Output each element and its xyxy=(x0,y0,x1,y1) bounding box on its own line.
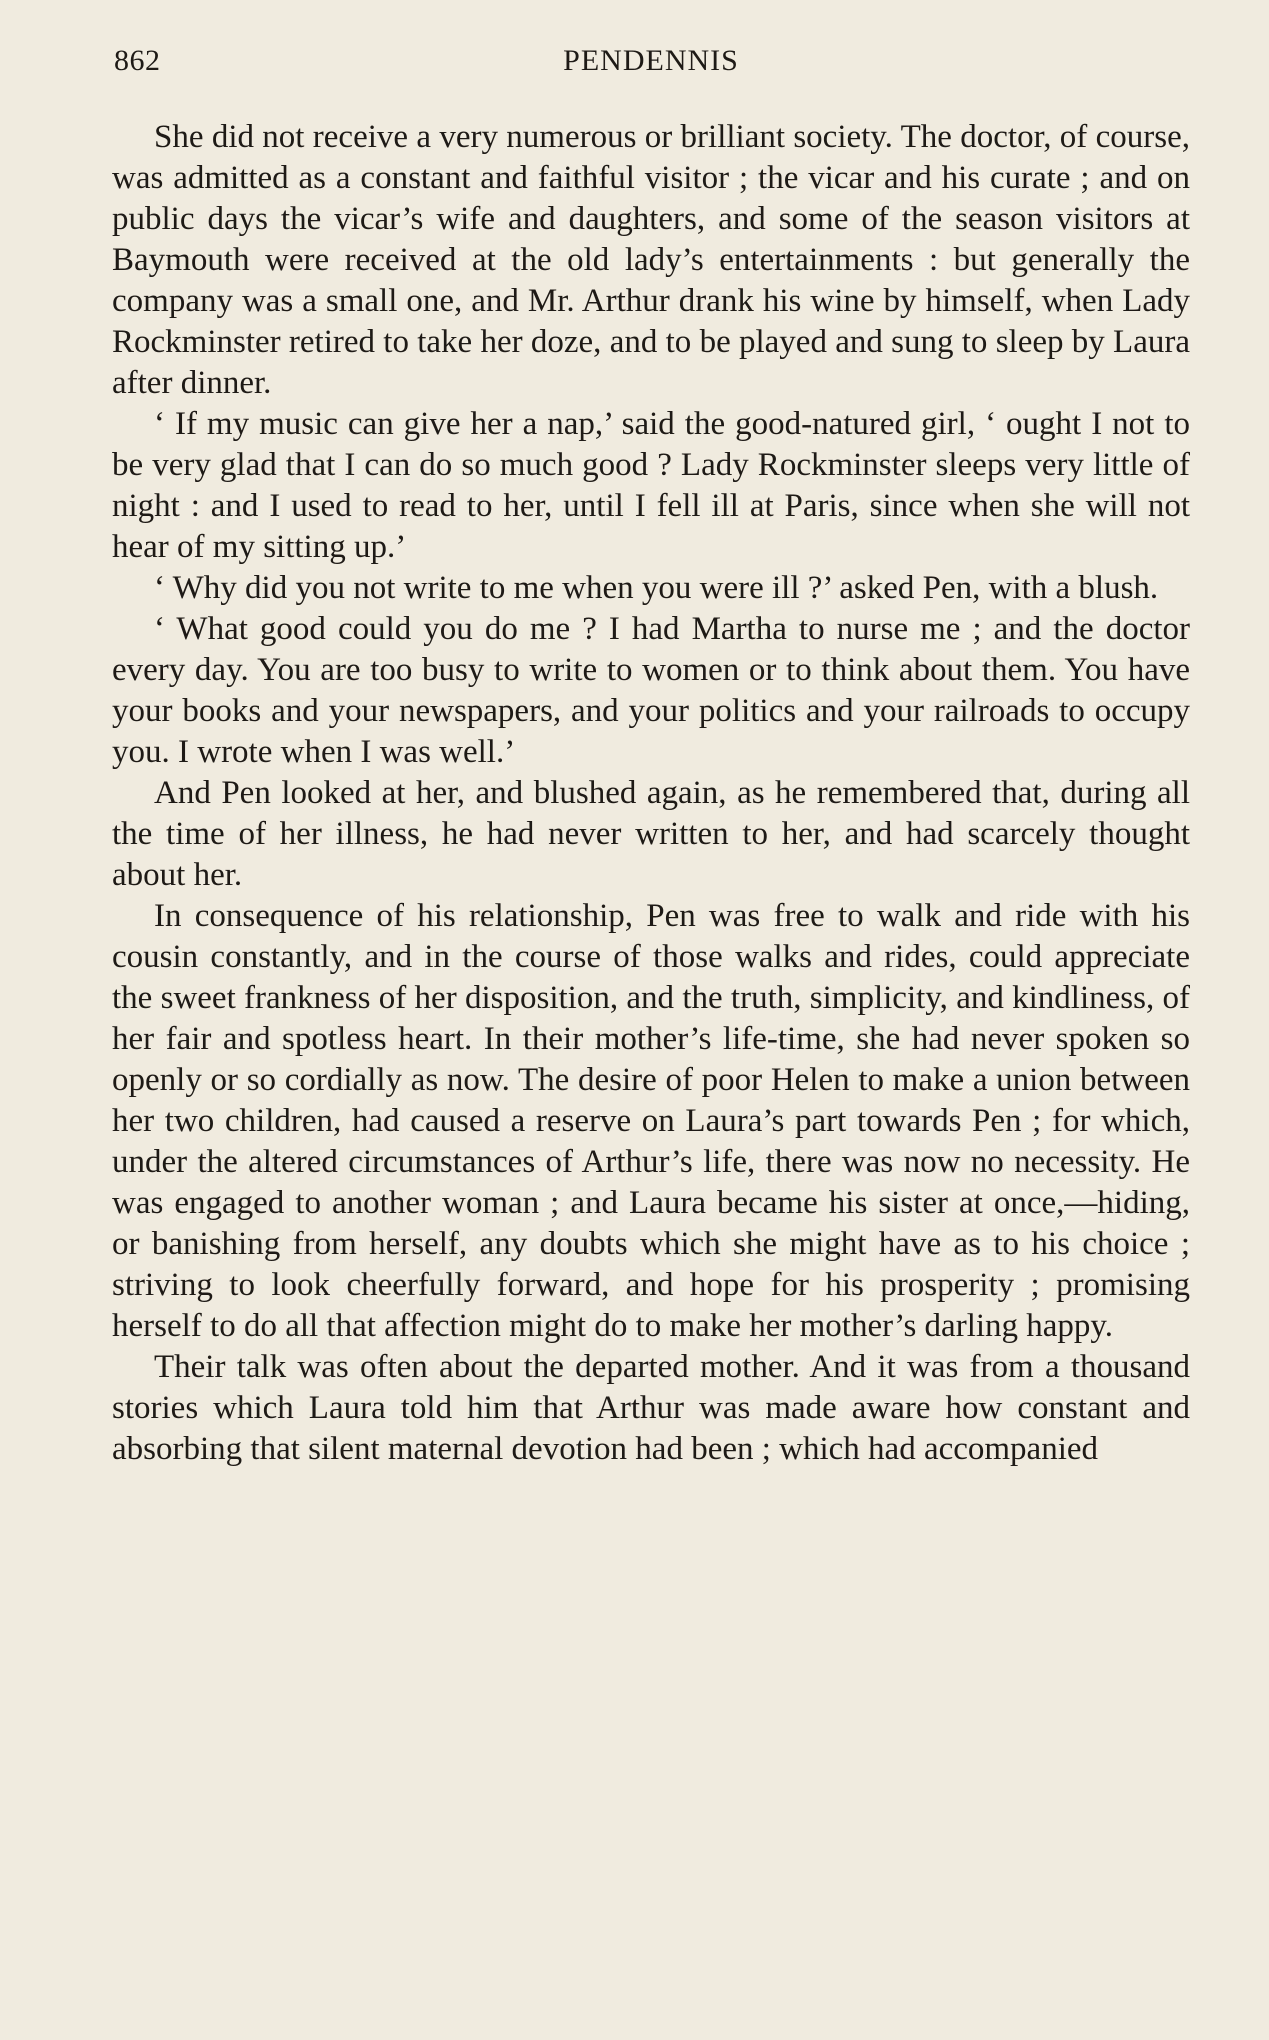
body-text xyxy=(112,117,1190,1470)
paragraph-3: ‘ Why did you not write to me when you were ill ?’ asked Pen, with a blush. xyxy=(154,570,1159,606)
paragraph-1: She did not receive a very numerous or brilliant society. The doctor, of course, was admitted as a constant and faithful visitor ; the vicar and his curate ; and on public days the vicar’s wife and daughters, and some of the season visitors at Baymouth were received at the old lady’s entertainments : but generally the company was a small one, and Mr. Arthur drank his wine by himself, when Lady Rockminster retired to take her doze, and to be played and sung to sleep by Laura after dinner. xyxy=(112,119,1190,401)
paragraph-6: In consequence of his relationship, Pen was free to walk and ride with his cousin constantly, and in the course of those walks and rides, could appreciate the sweet frankness of her disposition, and the truth, simplicity, and kindliness, of her fair and spotless heart. In their mother’s life-time, she had never spoken so openly or so cordially as now. The desire of poor Helen to make a union between her two children, had caused a reserve on Laura’s part towards Pen ; for which, under the altered circumstances of Arthur’s life, there was now no necessity. He was engaged to another woman ; and Laura became his sister at once,—hiding, or banishing from herself, any doubts which she might have as to his choice ; striving to look cheerfully forward, and hope for his prosperity ; promising herself to do all that affection might do to make her mother’s darling happy. xyxy=(112,898,1190,1344)
page-number: 862 xyxy=(114,44,161,77)
running-title: PENDENNIS xyxy=(563,44,739,77)
paragraph-5: And Pen looked at her, and blushed again, as he remembered that, during all the time of her illness, he had never written to her, and had scarcely thought about her. xyxy=(112,775,1190,893)
page-header xyxy=(114,44,1188,84)
paragraph-2: ‘ If my music can give her a nap,’ said the good-natured girl, ‘ ought I not to be very glad that I can do so much good ? Lady Rockminster sleeps very little of night : and I used to read to her, until I fell ill at Paris, since when she will not hear of my sitting up.’ xyxy=(112,406,1190,565)
paragraph-7: Their talk was often about the departed mother. And it was from a thousand stories which Laura told him that Arthur was made aware how constant and absorbing that silent maternal devotion had been ; which had accompanied xyxy=(112,1349,1190,1467)
paragraph-4: ‘ What good could you do me ? I had Martha to nurse me ; and the doctor every day. You are too busy to write to women or to think about them. You have your books and your newspapers, and your politics and your railroads to occupy you. I wrote when I was well.’ xyxy=(112,611,1190,770)
